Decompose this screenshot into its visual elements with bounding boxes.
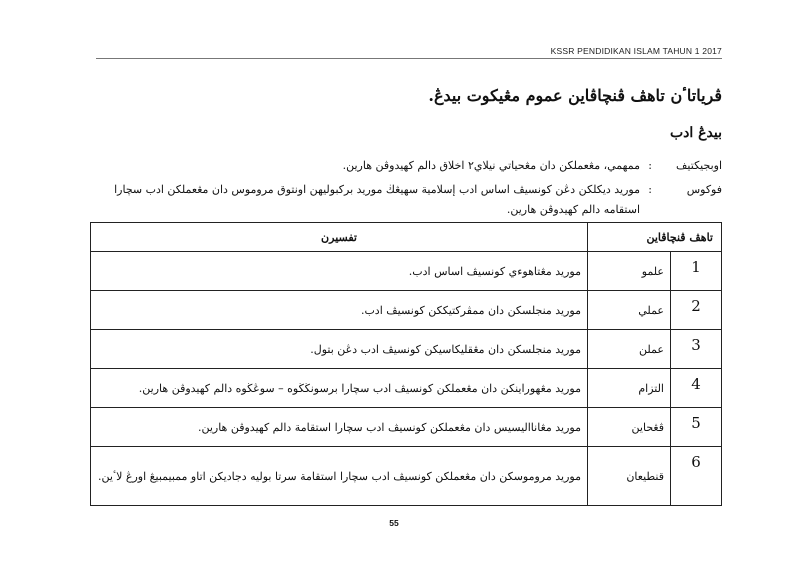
section-subheading: بيدڠ ادب	[669, 125, 722, 141]
level-name: عملن	[588, 330, 671, 369]
header-tahap: تاهڤ ڤنچاڤاين	[588, 223, 722, 252]
level-name: التزام	[588, 369, 671, 408]
level-description: موريد منجلسكن دان مڠقليكاسيكن كونسيڤ ادب دڠن بتول.	[91, 330, 588, 369]
focus-label: فوکوس	[686, 183, 722, 196]
level-description: موريد مڠهوراينكن دان مڠعملكن كونسيڤ ادب سچارا برسونڬڬوه – سوڠڬوه دالم كهيدوڤن هارين.	[91, 369, 588, 408]
level-number: 4	[671, 369, 722, 408]
objective-row	[92, 156, 722, 178]
level-name: قنطيعان	[588, 447, 671, 506]
level-description: موريد مروموسكن دان مڠعملكن كونسيڤ ادب سچارا استقامة سرتا بوليه دجاديكن اتاو ممبيمبيڠ اورڠ لاٴين.	[91, 447, 588, 506]
level-description: موريد مڠتاهوءي کونسيڤ اساس ادب.	[91, 252, 588, 291]
level-name: علمو	[588, 252, 671, 291]
level-description: موريد مڠانااليسيس دان مڠعملكن كونسيڤ ادب سچارا استقامة دالم كهيدوڤن هارين.	[91, 408, 588, 447]
table-header-row	[91, 223, 722, 252]
level-description: موريد منجلسكن دان ممڤركتيككن كونسيڤ ادب.	[91, 291, 588, 330]
level-number: 5	[671, 408, 722, 447]
table-row	[91, 369, 722, 408]
level-number: 6	[671, 447, 722, 506]
table-row	[91, 330, 722, 369]
table-row	[91, 291, 722, 330]
focus-text: موريد ديکلکن دڠن کونسيڤ اساس ادب إسلامية سهيڠڬ موريد برکبوليهن اونتوق مروموس دان مڠعملکن ادب سچارا استقامه دالم کهيدوڤن هارين.	[114, 183, 640, 216]
table-row	[91, 252, 722, 291]
table-row	[91, 447, 722, 506]
level-name: عملي	[588, 291, 671, 330]
objective-text: ممهمي، مڠعملكن دان مڠحياتي نيلاي٢ اخلاق دالم كهيدوڤن هارين.	[342, 159, 640, 172]
focus-colon: :	[648, 183, 652, 196]
level-number: 2	[671, 291, 722, 330]
objective-colon: :	[648, 159, 652, 172]
level-name: ڤڠحاين	[588, 408, 671, 447]
level-number: 3	[671, 330, 722, 369]
focus-row	[92, 180, 722, 220]
performance-level-table	[90, 222, 722, 506]
page-number: 55	[389, 518, 399, 528]
document-header: KSSR PENDIDIKAN ISLAM TAHUN 1 2017	[550, 46, 722, 56]
header-divider	[96, 58, 722, 59]
level-number: 1	[671, 252, 722, 291]
objective-label: اوبجيكتيف	[676, 159, 722, 172]
page-heading: ڤرياتاٴن تاهڤ ڤنچاڤاين عموم مڠيكوت بيدڠ.	[428, 86, 722, 105]
header-tafsiran: تفسيرن	[91, 223, 588, 252]
table-row	[91, 408, 722, 447]
